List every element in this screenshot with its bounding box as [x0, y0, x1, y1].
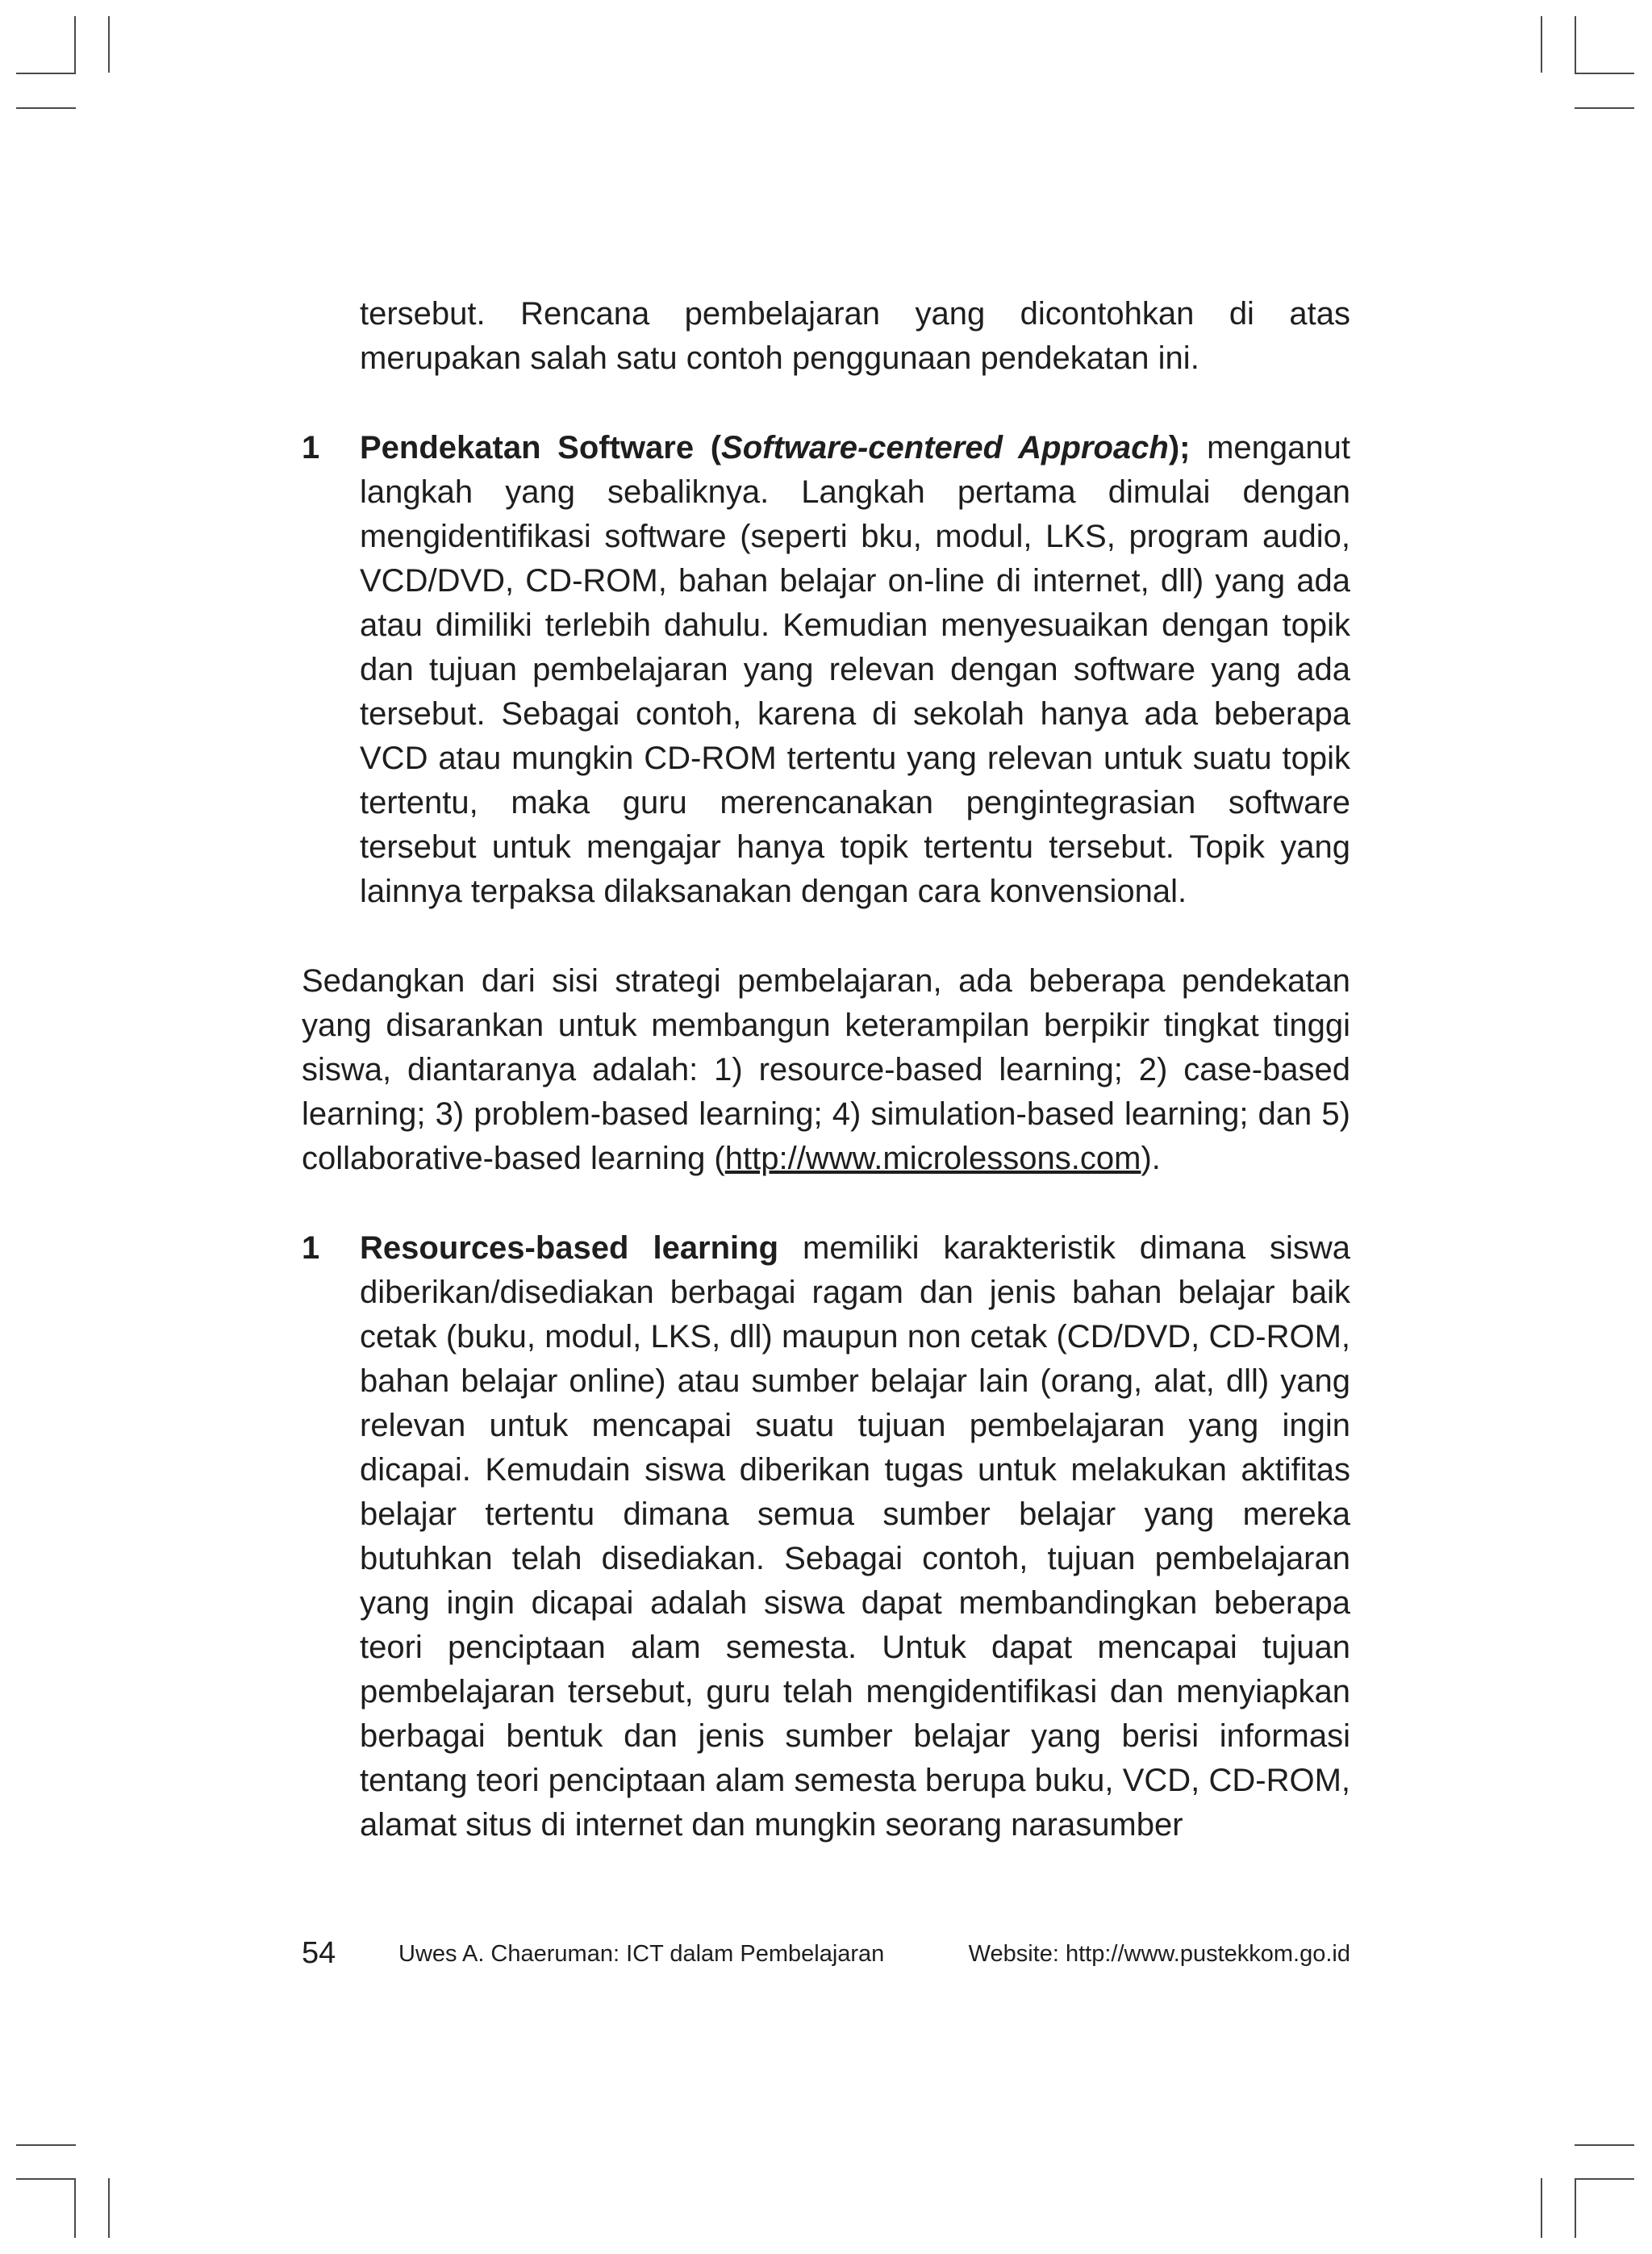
page-number: 54	[302, 1936, 336, 1970]
strategy-paragraph	[302, 959, 1350, 1181]
list-number: 1	[302, 1230, 320, 1266]
software-title-italic: Software-centered Approach	[721, 430, 1169, 465]
intro-paragraph: tersebut. Rencana pembelajaran yang dicontohkan di atas merupakan salah satu contoh penggunaan pendekatan ini.	[360, 296, 1350, 376]
software-approach-item	[302, 426, 1350, 914]
microlessons-link[interactable]: http://www.microlessons.com	[724, 1141, 1141, 1176]
strategy-text: Sedangkan dari sisi strategi pembelajaran, ada beberapa pendekatan yang disarankan untuk membangun keterampilan berpikir tingkat tinggi siswa, diantaranya adalah: 1) resource-based learning; 2) case-based learning; 3) problem-based learning; 4) simulation-based learning; dan 5) collaborative-based learning (	[302, 963, 1350, 1176]
strategy-after: ).	[1141, 1141, 1161, 1176]
software-title-suffix: );	[1168, 430, 1191, 465]
software-body: menganut langkah yang sebaliknya. Langkah pertama dimulai dengan mengidentifikasi software (seperti bku, modul, LKS, program audio, VCD/DVD, CD-ROM, bahan belajar on-line di internet, dll) yang ada atau dimiliki terlebih dahulu. Kemudian menyesuaikan dengan topik dan tujuan pembelajaran yang relevan dengan software yang ada tersebut. Sebagai contoh, karena di sekolah hanya ada beberapa VCD atau mungkin CD-ROM tertentu yang relevan untuk suatu topik tertentu, maka guru merencanakan pengintegrasian software tersebut untuk mengajar hanya topik tertentu tersebut. Topik yang lainnya terpaksa dilaksanakan dengan cara konvensional.	[360, 430, 1350, 909]
footer-website: Website: http://www.pustekkom.go.id	[968, 1941, 1350, 1967]
resources-based-item	[302, 1226, 1350, 1847]
resources-body: memiliki karakteristik dimana siswa diberikan/disediakan berbagai ragam dan jenis bahan belajar baik cetak (buku, modul, LKS, dll) maupun non cetak (CD/DVD, CD-ROM, bahan belajar online) atau sumber belajar lain (orang, alat, dll) yang relevan untuk mencapai suatu tujuan pembelajaran yang ingin dicapai. Kemudain siswa diberikan tugas untuk melakukan aktifitas belajar tertentu dimana semua sumber belajar yang mereka butuhkan telah disediakan. Sebagai contoh, tujuan pembelajaran yang ingin dicapai adalah siswa dapat membandingkan beberapa teori penciptaan alam semesta. Untuk dapat mencapai tujuan pembelajaran tersebut, guru telah mengidentifikasi dan menyiapkan berbagai bentuk dan jenis sumber belajar yang berisi informasi tentang teori penciptaan alam semesta berupa buku, VCD, CD-ROM, alamat situs di internet dan mungkin seorang narasumber	[360, 1230, 1350, 1843]
footer-author-title: Uwes A. Chaeruman: ICT dalam Pembelajaran	[398, 1941, 885, 1967]
page-content	[302, 292, 1350, 1847]
resources-title: Resources-based learning	[360, 1230, 779, 1266]
software-title-prefix: Pendekatan Software (	[360, 430, 722, 465]
list-number: 1	[302, 430, 320, 465]
page-footer	[302, 1936, 1350, 1976]
